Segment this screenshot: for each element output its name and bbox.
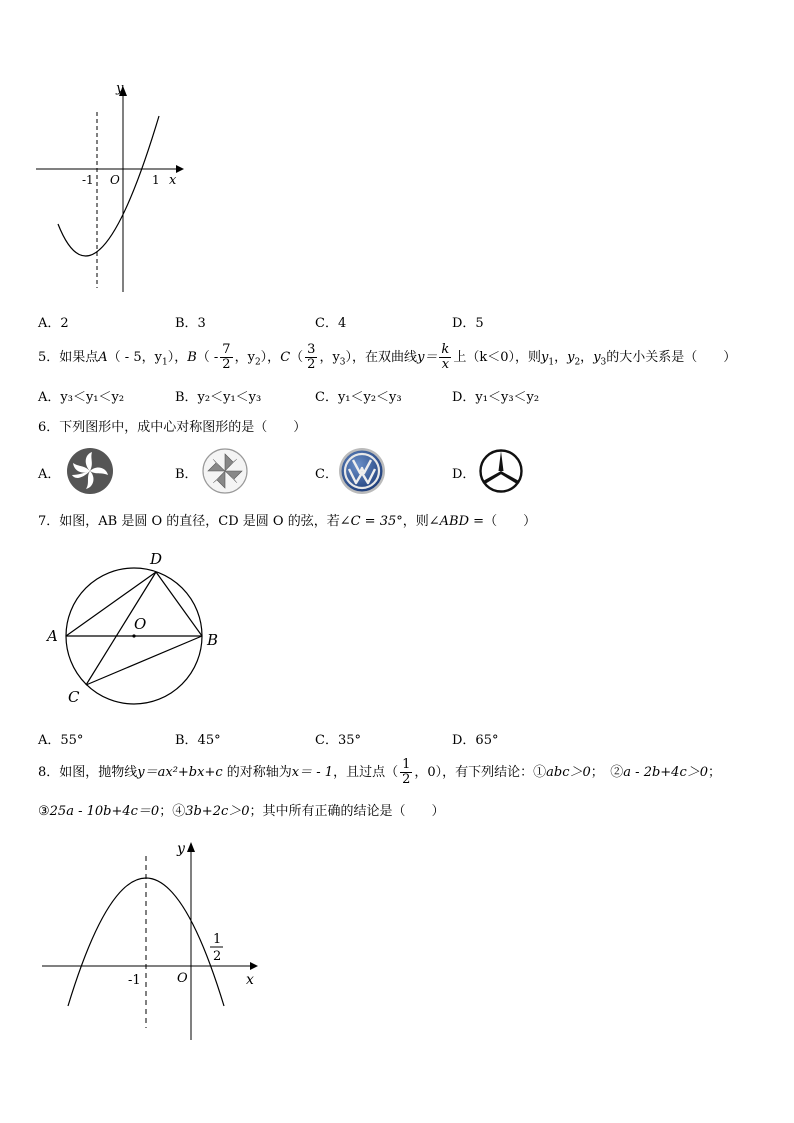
chord-db bbox=[156, 572, 202, 636]
origin-label: O bbox=[110, 173, 120, 187]
label-a: A bbox=[47, 627, 58, 645]
chord-cb bbox=[86, 636, 202, 685]
tick-one: 1 bbox=[152, 173, 160, 187]
parabola-graph-2 bbox=[38, 836, 268, 1046]
mercedes-logo-icon bbox=[478, 448, 524, 494]
circle-diagram bbox=[40, 545, 240, 710]
tick-neg-one: -1 bbox=[82, 173, 94, 187]
parabola-curve bbox=[58, 116, 159, 256]
q4-option-b[interactable]: B．3 bbox=[175, 316, 206, 331]
label-o: O bbox=[134, 615, 147, 633]
q5-b-fraction: $\frac{7}{2}$ bbox=[222, 342, 231, 372]
x-axis-arrow bbox=[176, 165, 184, 173]
q4-option-c[interactable]: C．4 bbox=[315, 316, 347, 331]
tick-neg-one: -1 bbox=[128, 973, 141, 988]
q6-option-b[interactable]: B． bbox=[175, 467, 198, 482]
q5-stem: 5．如果点A（ - 5，$y_1$），B（ - $\frac{7}{2}$ ，$y_2$），C（ $\frac{3}{2}$ ，$y_3$），在双曲线y＝ $\frac{k}{x}$ 上（k＜0），则$y_1$，$y_2$，$y_3$的大小关系是（ ） bbox=[38, 342, 737, 372]
label-b: B bbox=[207, 631, 219, 649]
q5-k-fraction: $\frac{k}{x}$ bbox=[441, 342, 450, 372]
origin-label: O bbox=[177, 971, 188, 986]
q7-option-d[interactable]: D．65° bbox=[452, 733, 499, 748]
vw-logo-icon bbox=[338, 447, 386, 495]
parabola-graph-1 bbox=[30, 78, 190, 300]
center-dot bbox=[132, 634, 135, 637]
q7-option-a[interactable]: A．55° bbox=[38, 733, 84, 748]
q8-point-fraction: $\frac{1}{2}$ bbox=[402, 757, 411, 787]
label-d: D bbox=[150, 550, 163, 568]
q7-option-b[interactable]: B．45° bbox=[175, 733, 221, 748]
half-numerator: 1 bbox=[213, 932, 222, 947]
y-axis-arrow bbox=[187, 842, 195, 852]
x-label: x bbox=[246, 972, 254, 988]
q6-option-d[interactable]: D． bbox=[452, 467, 476, 482]
y-label: y bbox=[116, 81, 124, 96]
q4-option-a[interactable]: A．2 bbox=[38, 316, 69, 331]
x-axis-arrow bbox=[250, 962, 258, 970]
x-label: x bbox=[169, 173, 177, 188]
q5-option-d[interactable]: D．y₁＜y₃＜y₂ bbox=[452, 390, 540, 405]
q5-option-c[interactable]: C．y₁＜y₂＜y₃ bbox=[315, 390, 402, 405]
label-c: C bbox=[68, 688, 80, 706]
q5-c-fraction: $\frac{3}{2}$ bbox=[307, 342, 316, 372]
pinwheel-logo-icon bbox=[202, 448, 248, 494]
q6-option-a[interactable]: A． bbox=[38, 467, 61, 482]
half-denominator: 2 bbox=[213, 949, 222, 964]
q7-option-c[interactable]: C．35° bbox=[315, 733, 361, 748]
q7-stem: 7．如图，AB 是圆 O 的直径，CD 是圆 O 的弦，若∠C = 35°，则∠ABD =（ ） bbox=[38, 514, 537, 529]
q6-stem: 6．下列图形中，成中心对称图形的是（ ） bbox=[38, 420, 307, 435]
q5-option-b[interactable]: B．y₂＜y₁＜y₃ bbox=[175, 390, 262, 405]
q8-line-2: ③25a - 10b+4c＝0；④3b+2c＞0；其中所有正确的结论是（ ） bbox=[38, 804, 445, 819]
bauhinia-logo-icon bbox=[66, 447, 114, 495]
q4-option-d[interactable]: D．5 bbox=[452, 316, 484, 331]
q8-line-1: 8．如图，抛物线y＝ax²+bx+c 的对称轴为x＝ - 1，且过点（ $\frac{1}{2}$ ，0），有下列结论：①abc＞0； ②a - 2b+4c＞0； bbox=[38, 757, 722, 787]
y-label: y bbox=[177, 841, 185, 857]
q6-option-c[interactable]: C． bbox=[315, 467, 338, 482]
q5-option-a[interactable]: A．y₃＜y₁＜y₂ bbox=[38, 390, 125, 405]
